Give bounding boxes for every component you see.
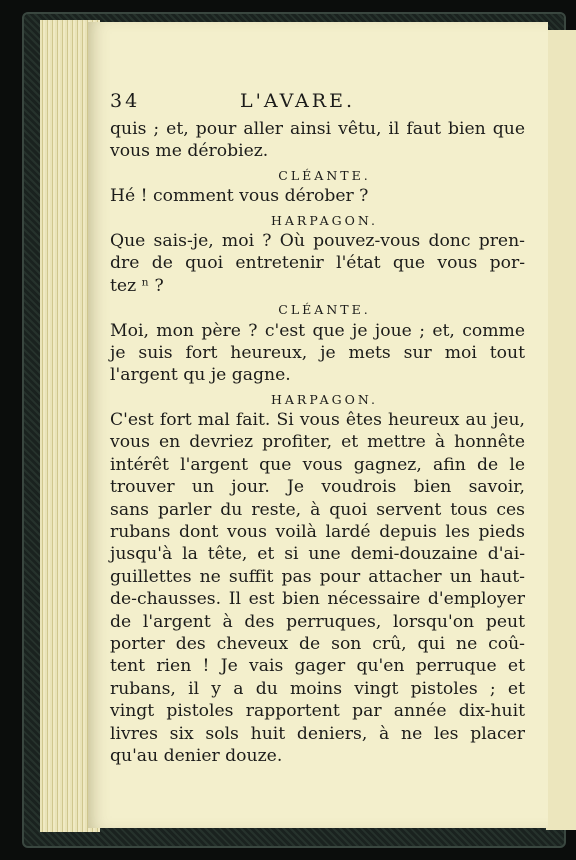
text-line: Moi, mon père ? c'est que je joue ; et, comme xyxy=(110,320,525,341)
text-line: de l'argent à des perruques, lorsqu'on peut xyxy=(110,611,525,632)
text-line: Que sais-je, moi ? Où pouvez-vous donc pren- xyxy=(110,230,525,251)
text-line: vingt pistoles rapportent par année dix-huit xyxy=(110,701,525,722)
text-line: livres six sols huit deniers, à ne les placer xyxy=(110,723,525,744)
speaker-name: HARPAGON. xyxy=(271,391,378,407)
text-line: guillettes ne suffit pas pour attacher un haut- xyxy=(110,566,525,587)
text-line: qu'au denier douze. xyxy=(110,745,283,766)
page-number: 34 xyxy=(110,90,141,112)
page-header xyxy=(110,90,525,116)
page-text xyxy=(110,90,525,767)
text-line: Hé ! comment vous dérober ? xyxy=(110,186,369,207)
text-line: tez ⁿ ? xyxy=(110,275,164,296)
text-line: vous en devriez profiter, et mettre à honnête xyxy=(110,432,525,453)
speaker-name: CLÉANTE. xyxy=(278,167,371,183)
text-line: l'argent qu je gagne. xyxy=(110,365,291,386)
text-line: jusqu'à la tête, et si une demi-douzaine d'ai- xyxy=(110,544,525,565)
text-line: je suis fort heureux, je mets sur moi tout xyxy=(110,342,525,363)
facing-page-edge xyxy=(546,30,576,830)
text-line: quis ; et, pour aller ainsi vêtu, il faut bien que xyxy=(110,119,525,139)
text-line: tent rien ! Je vais gager qu'en perruque et xyxy=(110,656,525,677)
text-line: sans parler du reste, à quoi servent tous ces xyxy=(110,499,525,520)
text-line: rubans, il y a du moins vingt pistoles ; et xyxy=(110,678,525,699)
speaker-name: HARPAGON. xyxy=(271,212,378,228)
running-title: L'AVARE. xyxy=(240,90,355,112)
text-line: rubans dont vous voilà lardé depuis les pieds xyxy=(110,522,525,543)
text-line: C'est fort mal fait. Si vous êtes heureux au jeu, xyxy=(110,410,525,431)
text-line: vous me dérobiez. xyxy=(110,141,269,162)
text-line: dre de quoi entretenir l'état que vous por- xyxy=(110,253,525,274)
text-line: de-chausses. Il est bien nécessaire d'employer xyxy=(110,589,525,610)
speaker-name: CLÉANTE. xyxy=(278,302,371,318)
text-line: trouver un jour. Je voudrois bien savoir, xyxy=(110,477,525,498)
dialogue-text xyxy=(110,118,525,767)
text-line: porter des cheveux de son crû, qui ne coû- xyxy=(110,633,525,654)
text-line: intérêt l'argent que vous gagnez, afin de le xyxy=(110,454,525,475)
